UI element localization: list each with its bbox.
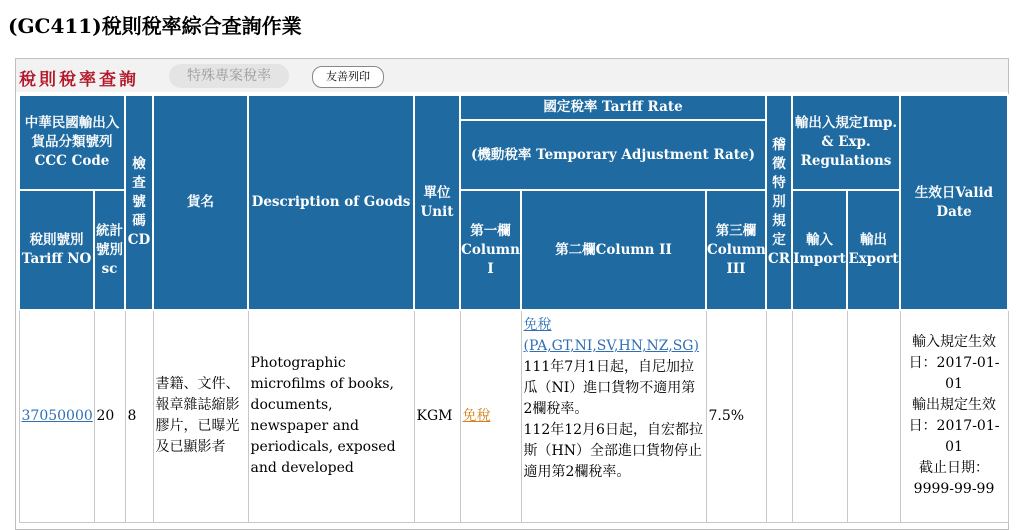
cell-stat-no: 20 [94,310,125,522]
header-regulations: 輸出入規定Imp. & Exp. Regulations [792,95,900,190]
header-ccc-code: 中華民國輸出入貨品分類號列CCC Code [19,95,125,190]
cell-column-1 [460,310,521,522]
header-description: Description of Goods [248,95,414,310]
header-column-2: 第二欄Column II [521,190,706,310]
header-tariff-no: 稅則號別Tariff NO [19,190,94,310]
header-column-1: 第一欄Column I [460,190,521,310]
tariff-table [18,94,1009,523]
cell-unit: KGM [414,310,460,522]
header-column-3: 第三欄Column III [706,190,766,310]
header-goods-name: 貨名 [153,95,248,310]
header-check-digit: 檢查號碼CD [125,95,153,310]
header-unit: 單位Unit [414,95,460,310]
cell-cr [766,310,792,522]
header-stat-no: 統計號別sc [94,190,125,310]
end-date: 截止日期：9999-99-99 [913,460,995,498]
cell-column-3: 7.5% [706,310,766,522]
cell-import [792,310,847,522]
cell-valid-date [900,310,1008,522]
tab-bar [16,59,1008,92]
header-import: 輸入Import [792,190,847,310]
cell-check-digit: 8 [125,310,153,522]
export-valid-date: 輸出規定生效日：2017-01-01 [908,397,1000,456]
column-2-rate-link[interactable]: 免稅 [523,317,552,333]
cell-goods-name: 書籍、文件、報章雜誌縮影膠片，已曝光及已顯影者 [153,310,248,522]
header-cr: 稽徵特別規定CR [766,95,792,310]
tab-special-project[interactable]: 特殊專案稅率 [169,64,289,88]
cell-export [847,310,900,522]
cell-column-2 [521,310,706,522]
header-valid-date: 生效日Valid Date [900,95,1008,310]
header-temporary-rate: (機動稅率 Temporary Adjustment Rate) [460,120,766,190]
friendly-print-button[interactable]: 友善列印 [312,66,384,88]
column-2-note-hn: 112年12月6日起，自宏都拉斯（HN）全部進口貨物停止適用第2欄稅率。 [523,422,703,480]
header-export: 輸出Export [847,190,900,310]
column-1-rate-link[interactable]: 免稅 [462,407,491,424]
cell-tariff-no [19,310,94,522]
tariff-no-link[interactable]: 37050000 [21,407,93,424]
header-tariff-rate: 國定稅率 Tariff Rate [460,95,766,120]
column-2-note-ni: 111年7月1日起，自尼加拉瓜（NI）進口貨物不適用第2欄稅率。 [523,359,696,417]
cell-description: Photographic microfilms of books, documents, newspaper and periodicals, exposed and developed [248,310,414,522]
tab-tariff-query[interactable]: 稅則稅率查詢 [19,70,139,90]
table-row [19,310,1008,522]
column-2-countries-link[interactable]: (PA,GT,NI,SV,HN,NZ,SG) [523,338,699,354]
query-panel [15,58,1009,530]
page-title: (GC411)稅則稅率綜合查詢作業 [8,14,302,38]
import-valid-date: 輸入規定生效日：2017-01-01 [908,334,1000,393]
